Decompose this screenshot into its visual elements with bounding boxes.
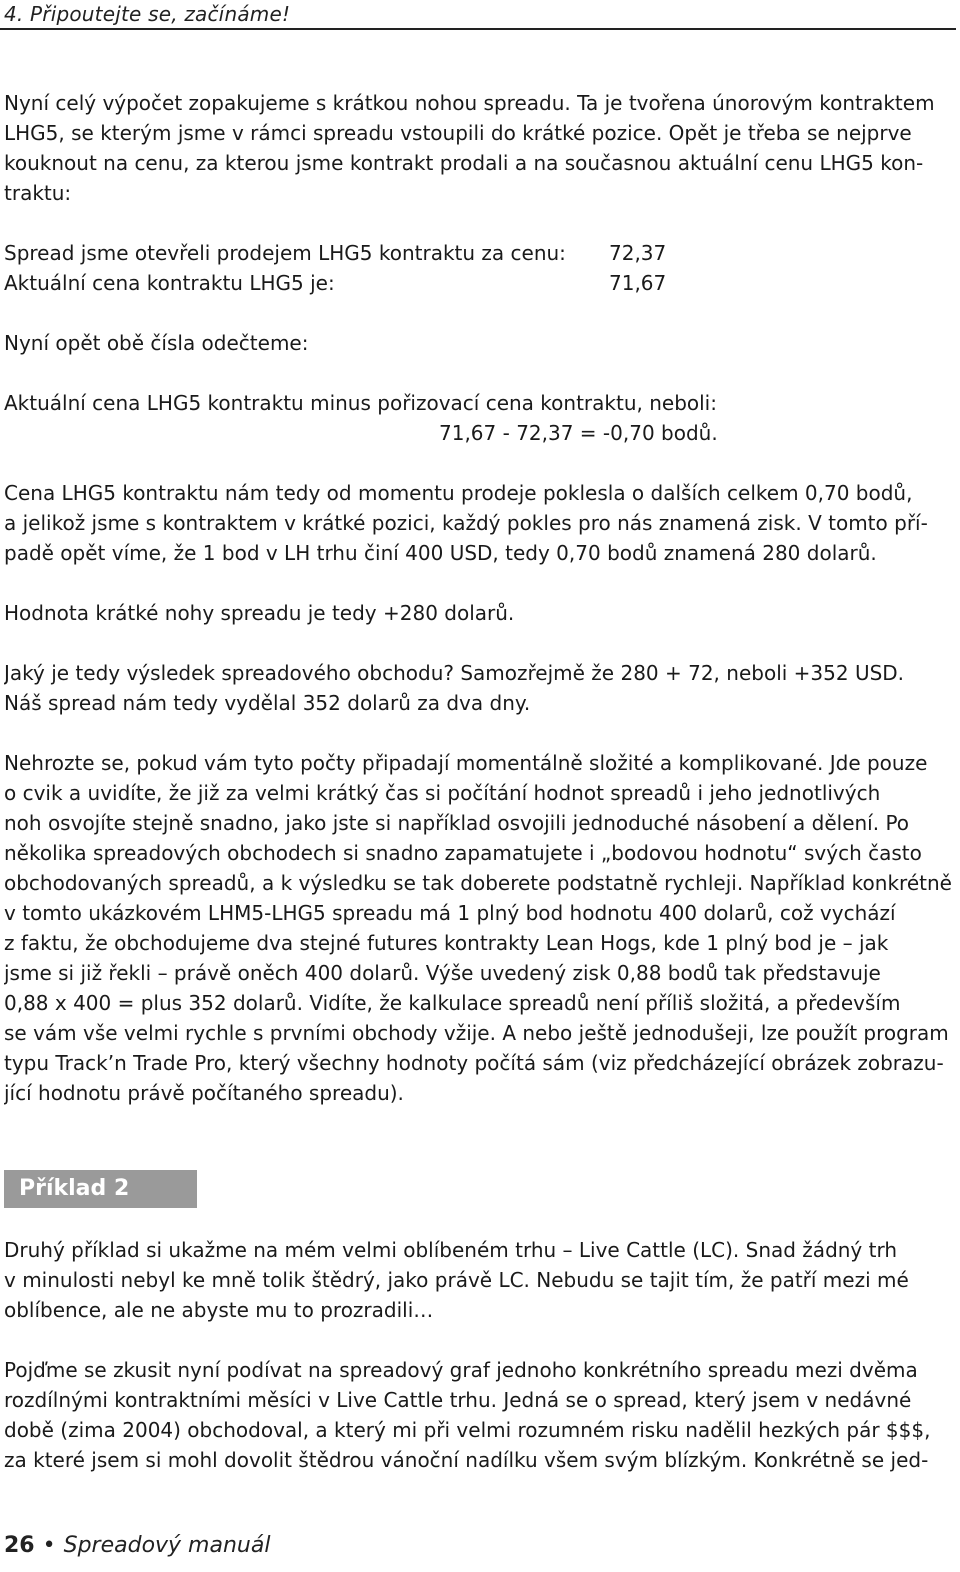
text-line: za které jsem si mohl dovolit štědrou vánoční nadílku všem svým blízkým. Konkrétně se jed- bbox=[4, 1448, 929, 1472]
text-line: několika spreadových obchodech si snadno zapamatujete i „bodovou hodnotu“ svých často bbox=[4, 841, 922, 865]
text-line: Hodnota krátké nohy spreadu je tedy +280 dolarů. bbox=[4, 601, 515, 625]
text-line: se vám vše velmi rychle s prvními obchody vžije. A nebo ještě jednodušeji, lze použít program bbox=[4, 1021, 949, 1045]
text-line: Nyní celý výpočet zopakujeme s krátkou nohou spreadu. Ta je tvořena únorovým kontraktem bbox=[4, 91, 935, 115]
open-price-row bbox=[4, 238, 956, 268]
loss-paragraph bbox=[4, 478, 956, 568]
text-line: rozdílnými kontraktními měsíci v Live Cattle trhu. Jedná se o spread, který jsem v nedávné bbox=[4, 1388, 912, 1412]
formula-calculation: 71,67 - 72,37 = -0,70 bodů. bbox=[439, 421, 718, 445]
explanation-paragraph bbox=[4, 748, 956, 1108]
intro-paragraph bbox=[4, 88, 956, 208]
text-line: traktu: bbox=[4, 181, 72, 205]
text-line: Nehrozte se, pokud vám tyto počty připadají momentálně složité a komplikované. Jde pouze bbox=[4, 751, 928, 775]
open-price-label: Spread jsme otevřeli prodejem LHG5 kontraktu za cenu: bbox=[4, 241, 566, 265]
text-line: LHG5, se kterým jsme v rámci spreadu vstoupili do krátké pozice. Opět je třeba se nejprve bbox=[4, 121, 912, 145]
example-heading: Příklad 2 bbox=[4, 1170, 197, 1208]
formula-block bbox=[4, 388, 956, 448]
text-line: Jaký je tedy výsledek spreadového obchodu? Samozřejmě že 280 + 72, neboli +352 USD. bbox=[4, 661, 905, 685]
current-price-value: 71,67 bbox=[609, 271, 667, 295]
text-line: typu Track’n Trade Pro, který všechny hodnoty počítá sám (viz předcházející obrázek zobrazu- bbox=[4, 1051, 944, 1075]
text-line: obchodovaných spreadů, a k výsledku se tak doberete podstatně rychleji. Například konkrétně bbox=[4, 871, 952, 895]
result-paragraph bbox=[4, 658, 956, 718]
text-line: o cvik a uvidíte, že již za velmi krátký čas si počítání hodnot spreadů i jeho jednotlivých bbox=[4, 781, 881, 805]
text-line: Nyní opět obě čísla odečteme: bbox=[4, 331, 309, 355]
page-number: 26 bbox=[4, 1533, 35, 1558]
section-example-2 bbox=[4, 1235, 956, 1505]
price-table bbox=[4, 238, 956, 298]
chapter-title: 4. Připoutejte se, začínáme! bbox=[4, 2, 291, 26]
example-intro-paragraph bbox=[4, 1235, 956, 1325]
open-price-value: 72,37 bbox=[609, 241, 667, 265]
text-line: Pojďme se zkusit nyní podívat na spreadový graf jednoho konkrétního spreadu mezi dvěma bbox=[4, 1358, 918, 1382]
text-line: době (zima 2004) obchodoval, a který mi při velmi rozumném risku nadělil hezkých pár $$$, bbox=[4, 1418, 931, 1442]
text-line: noh osvojíte stejně snadno, jako jste si například osvojili jednoduché násobení a dělení. Po bbox=[4, 811, 910, 835]
header-divider bbox=[0, 28, 956, 30]
text-line: kouknout na cenu, za kterou jsme kontrakt prodali a na současnou aktuální cenu LHG5 kon- bbox=[4, 151, 924, 175]
text-line: 0,88 x 400 = plus 352 dolarů. Vidíte, že kalkulace spreadů není příliš složitá, a především bbox=[4, 991, 901, 1015]
text-line: jsme si již řekli – právě oněch 400 dolarů. Výše uvedený zisk 0,88 bodů tak představuje bbox=[4, 961, 881, 985]
bullet-separator: • bbox=[42, 1533, 56, 1558]
text-line: a jelikož jsme s kontraktem v krátké pozici, každý pokles pro nás znamená zisk. V tomto pří- bbox=[4, 511, 928, 535]
book-title: Spreadový manuál bbox=[63, 1533, 271, 1558]
text-line: padě opět víme, že 1 bod v LH trhu činí 400 USD, tedy 0,70 bodů znamená 280 dolarů. bbox=[4, 541, 877, 565]
formula-label: Aktuální cena LHG5 kontraktu minus pořizovací cena kontraktu, neboli: bbox=[4, 391, 717, 415]
current-price-row bbox=[4, 268, 956, 298]
page-footer bbox=[4, 1533, 270, 1558]
text-line: jící hodnotu právě počítaného spreadu). bbox=[4, 1081, 404, 1105]
subtract-instruction bbox=[4, 328, 956, 358]
current-price-label: Aktuální cena kontraktu LHG5 je: bbox=[4, 271, 335, 295]
short-leg-value bbox=[4, 598, 956, 628]
text-line: v minulosti nebyl ke mně tolik štědrý, jako právě LC. Nebudu se tajit tím, že patří mezi mé bbox=[4, 1268, 909, 1292]
text-line: Náš spread nám tedy vydělal 352 dolarů za dva dny. bbox=[4, 691, 531, 715]
text-line: Cena LHG5 kontraktu nám tedy od momentu prodeje poklesla o dalších celkem 0,70 bodů, bbox=[4, 481, 913, 505]
section-short-leg bbox=[4, 88, 956, 1138]
text-line: z faktu, že obchodujeme dva stejné futures kontrakty Lean Hogs, kde 1 plný bod je – jak bbox=[4, 931, 889, 955]
text-line: oblíbence, ale ne abyste mu to prozradili… bbox=[4, 1298, 434, 1322]
text-line: v tomto ukázkovém LHM5-LHG5 spreadu má 1 plný bod hodnotu 400 dolarů, což vychází bbox=[4, 901, 896, 925]
text-line: Druhý příklad si ukažme na mém velmi oblíbeném trhu – Live Cattle (LC). Snad žádný trh bbox=[4, 1238, 898, 1262]
example-chart-paragraph bbox=[4, 1355, 956, 1475]
